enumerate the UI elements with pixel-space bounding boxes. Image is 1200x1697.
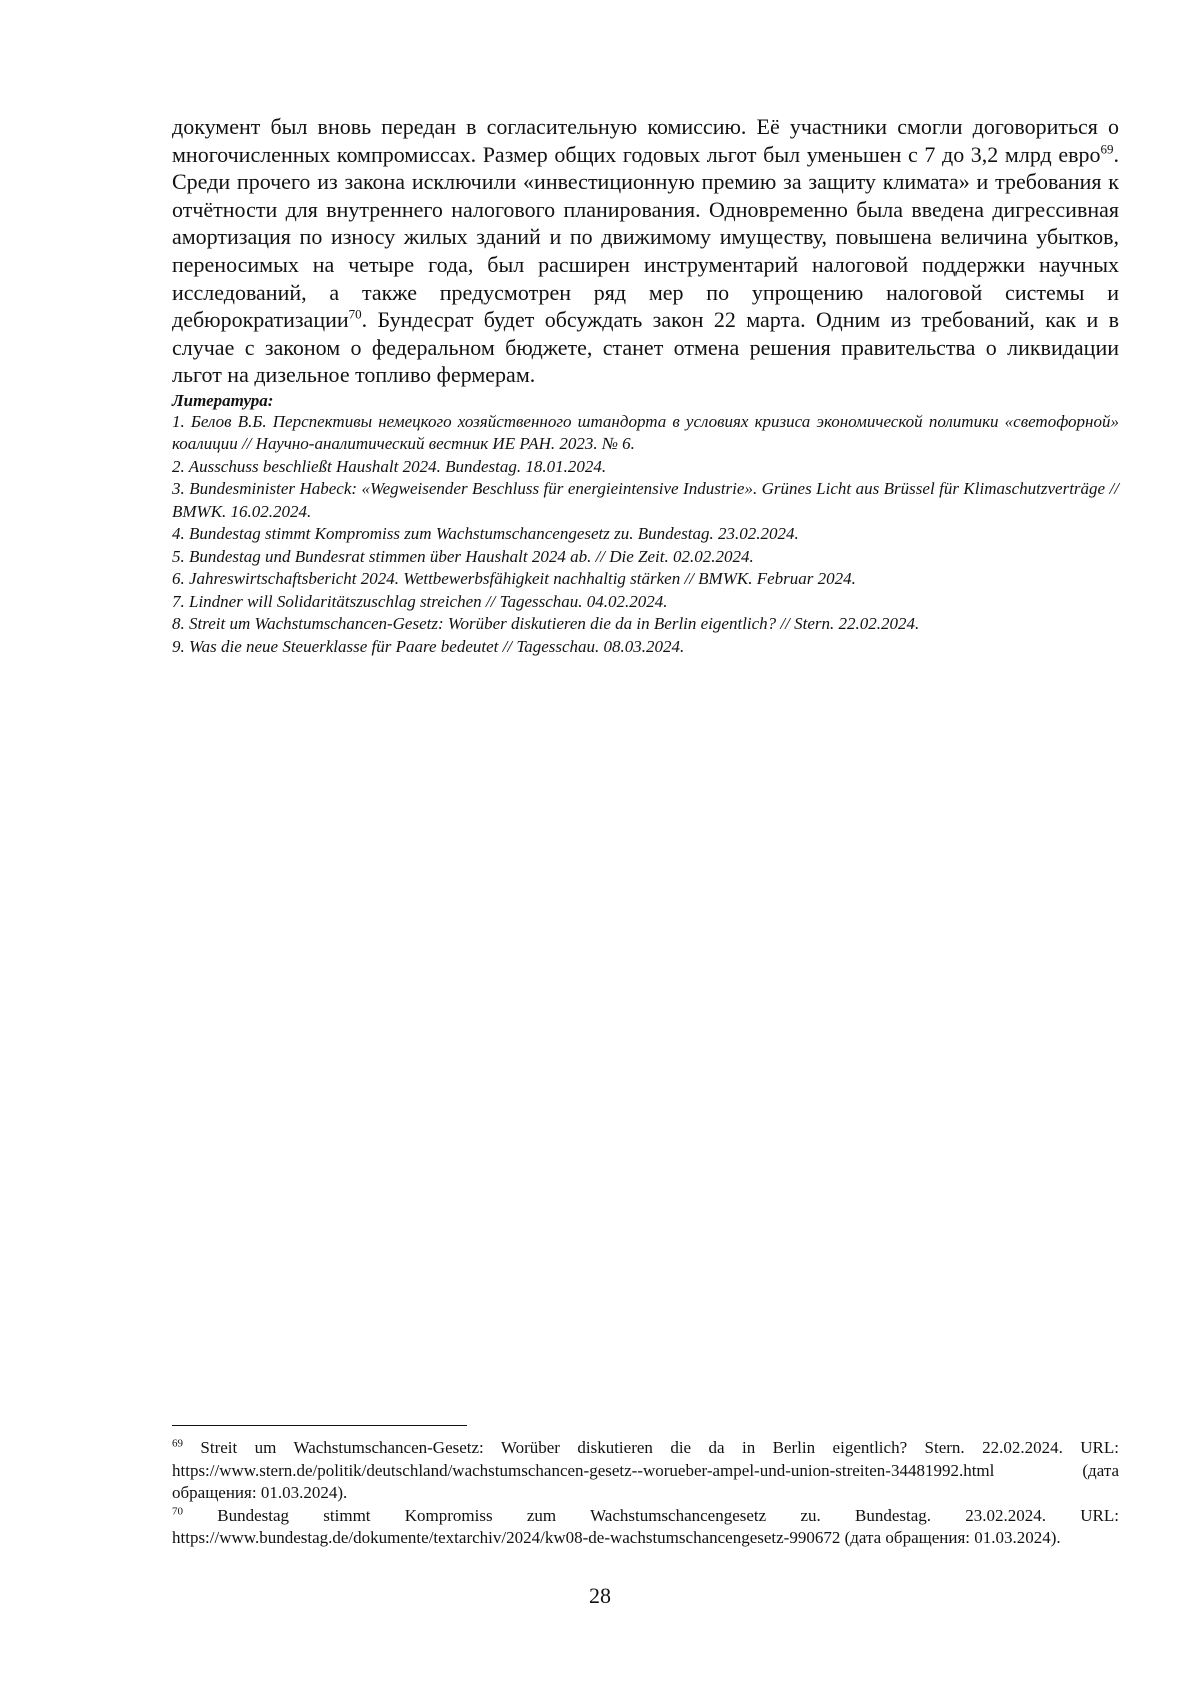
literature-item: 4. Bundestag stimmt Kompromiss zum Wachstumschancengesetz zu. Bundestag. 23.02.2024. [172,524,799,544]
page-content [172,113,1119,658]
footnote-number: 70 [172,1504,183,1517]
literature-item: 7. Lindner will Solidaritätszuschlag streichen // Tagesschau. 04.02.2024. [172,591,668,611]
body-text-part-1: документ был вновь передан в согласительную комиссию. Её участники смогли договориться о многочисленных компромиссах. Размер общих годовых льгот был уменьшен с 7 до 3,2 млрд евро [172,114,1119,167]
body-paragraph [172,113,1119,389]
literature-item: 1. Белов В.Б. Перспективы немецкого хозяйственного штандорта в условиях кризиса экономической политики «светофорной» коалиции // Научно-аналитический вестник ИЕ РАН. 2023. № 6. [172,411,1119,454]
literature-list [172,411,1119,659]
body-text-part-3: . Бундесрат будет обсуждать закон 22 марта. Одним из требований, как и в случае с законом о федеральном бюджете, станет отмена решения правительства о ликвидации льгот на дизельное топливо фермерам. [172,307,1119,388]
footnote-text: Streit um Wachstumschancen-Gesetz: Worüber diskutieren die da in Berlin eigentlich? Stern. 22.02.2024. URL: https://www.stern.de/politik/deutschland/wachstumschancen-gesetz--worueber-ampel-und-union-streiten-34481992.html (дата обращения: 01.03.2024). [172,1438,1119,1502]
page-number: 28 [589,1583,611,1608]
footnote-separator [172,1425,467,1426]
footnote-ref-70[interactable]: 70 [348,306,362,322]
literature-item: 6. Jahreswirtschaftsbericht 2024. Wettbewerbsfähigkeit nachhaltig stärken // BMWK. Februar 2024. [172,569,856,589]
footnotes [172,1437,1119,1550]
literature-item: 3. Bundesminister Habeck: «Wegweisender Beschluss für energieintensive Industrie». Grünes Licht aus Brüssel für Klimaschutzverträge // BMWK. 16.02.2024. [172,479,1119,521]
footnote-number: 69 [172,1437,183,1450]
literature-heading: Литература: [172,390,274,410]
literature-item: 5. Bundestag und Bundesrat stimmen über Haushalt 2024 ab. // Die Zeit. 02.02.2024. [172,546,754,566]
footnote-ref-69[interactable]: 69 [1100,141,1114,157]
literature-item: 8. Streit um Wachstumschancen-Gesetz: Worüber diskutieren die da in Berlin eigentlich? // Stern. 22.02.2024. [172,614,920,634]
footnote-70 [172,1505,1119,1550]
footnote-text: Bundestag stimmt Kompromiss zum Wachstumschancengesetz zu. Bundestag. 23.02.2024. URL: https://www.bundestag.de/dokumente/textarchiv/2024/kw08-de-wachstumschancengesetz-990672 (дата обращения: 01.03.2024). [172,1505,1120,1547]
literature-item: 2. Ausschuss beschließt Haushalt 2024. Bundestag. 18.01.2024. [172,456,607,476]
literature-item: 9. Was die neue Steuerklasse für Paare bedeutet // Tagesschau. 08.03.2024. [172,636,685,656]
footnote-69 [172,1437,1119,1505]
body-text-part-2: . Среди прочего из закона исключили «инвестиционную премию за защиту климата» и требования к отчётности для внутреннего налогового планирования. Одновременно была введена дигрессивная амортизация по износу жилых зданий и по движимому имуществу, повышена величина убытков, переносимых на четыре года, был расширен инструментарий налоговой поддержки научных исследований, а также предусмотрен ряд мер по упрощению налоговой системы и дебюрократизации [172,141,1119,333]
